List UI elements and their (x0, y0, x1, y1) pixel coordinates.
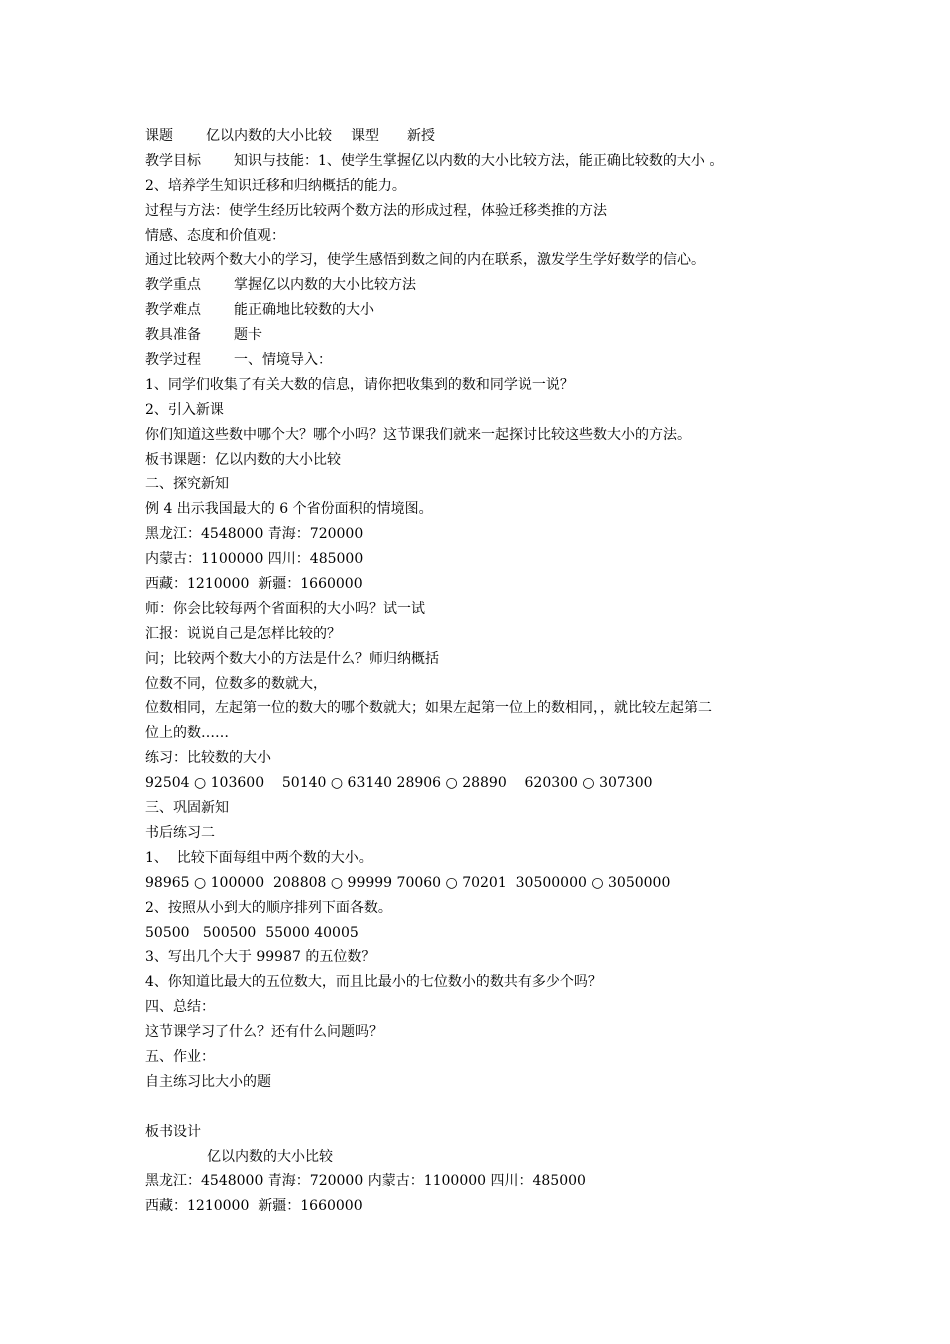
board-line-2: 西藏：1210000 新疆：1660000 (145, 1198, 363, 1215)
process-line: 练习：比较数的大小 (145, 750, 271, 767)
difficulty-value: 能正确地比较数的大小 (234, 302, 374, 319)
process-line: 92504 ○ 103600 50140 ○ 63140 28906 ○ 28890 620300 ○ 307300 (145, 775, 653, 792)
goals-process: 过程与方法：使学生经历比较两个数方法的形成过程，体验迁移类推的方法 (145, 202, 607, 219)
topic-row (145, 124, 825, 149)
process-line: 汇报：说说自己是怎样比较的？ (145, 625, 341, 642)
process-line: 你们知道这些数中哪个大？哪个小吗？这节课我们就来一起探讨比较这些数大小的方法。 (145, 426, 691, 443)
process-line: 这节课学习了什么？还有什么问题吗？ (145, 1024, 383, 1041)
process-line: 位数相同，左起第一位的数大的哪个数就大；如果左起第一位上的数相同，，就比较左起第二 (145, 700, 712, 717)
process-line: 50500 500500 55000 40005 (145, 924, 359, 941)
process-line: 内蒙古：1100000 四川：485000 (145, 551, 364, 568)
process-line: 板书课题：亿以内数的大小比较 (145, 451, 341, 468)
process-line: 五、作业： (145, 1048, 215, 1065)
type-label: 课型 (351, 128, 379, 144)
goals-emotion-label: 情感、态度和价值观： (145, 227, 285, 244)
process-line: 三、巩固新知 (145, 800, 229, 817)
board-label: 板书设计 (145, 1123, 201, 1140)
key-value: 掌握亿以内数的大小比较方法 (234, 277, 416, 294)
process-line: 1、同学们收集了有关大数的信息，请你把收集到的数和同学说一说？ (145, 376, 574, 393)
key-row (145, 273, 825, 298)
process-line: 例 4 出示我国最大的 6 个省份面积的情境图。 (145, 501, 433, 518)
board-title-row (145, 1145, 825, 1170)
topic-value: 亿以内数的大小比较 (206, 128, 332, 144)
difficulty-label: 教学难点 (145, 302, 201, 319)
process-line: 问；比较两个数大小的方法是什么？师归纳概括 (145, 650, 439, 667)
document-body (145, 124, 825, 1219)
type-value: 新授 (407, 128, 435, 144)
process-line: 黑龙江：4548000 青海：720000 (145, 526, 364, 543)
process-line: 1、 比较下面每组中两个数的大小。 (145, 849, 373, 866)
goals-knowledge-2: 2、培养学生知识迁移和归纳概括的能力。 (145, 177, 406, 194)
process-line: 四、总结： (145, 999, 215, 1016)
process-line: 位上的数…… (145, 725, 229, 742)
process-line: 西藏：1210000 新疆：1660000 (145, 576, 363, 593)
topic-label: 课题 (145, 128, 173, 144)
process-intro: 一、情境导入： (234, 352, 332, 369)
tools-label: 教具准备 (145, 327, 201, 344)
difficulty-row (145, 298, 825, 323)
process-row (145, 348, 825, 373)
key-label: 教学重点 (145, 277, 201, 294)
tools-row (145, 323, 825, 348)
process-label: 教学过程 (145, 352, 201, 369)
process-line: 自主练习比大小的题 (145, 1073, 271, 1090)
process-line: 书后练习二 (145, 824, 215, 841)
process-line: 3、写出几个大于 99987 的五位数？ (145, 949, 376, 966)
tools-value: 题卡 (234, 327, 262, 344)
goals-knowledge: 知识与技能：1、使学生掌握亿以内数的大小比较方法，能正确比较数的大小 。 (234, 152, 724, 169)
process-line: 98965 ○ 100000 208808 ○ 99999 70060 ○ 70201 30500000 ○ 3050000 (145, 874, 671, 891)
process-line: 二、探究新知 (145, 476, 229, 493)
blank-line (145, 1095, 825, 1120)
goals-label: 教学目标 (145, 152, 201, 169)
process-line: 4、你知道比最大的五位数大，而且比最小的七位数小的数共有多少个吗？ (145, 974, 602, 991)
board-title: 亿以内数的大小比较 (207, 1148, 333, 1165)
process-line: 位数不同，位数多的数就大， (145, 675, 327, 692)
process-line: 2、按照从小到大的顺序排列下面各数。 (145, 899, 392, 916)
process-line: 师：你会比较每两个省面积的大小吗？试一试 (145, 600, 425, 617)
board-line-1: 黑龙江：4548000 青海：720000 内蒙古：1100000 四川：485000 (145, 1173, 586, 1190)
goals-row (145, 149, 825, 174)
goals-emotion: 通过比较两个数大小的学习，使学生感悟到数之间的内在联系，激发学生学好数学的信心。 (145, 252, 705, 269)
process-line: 2、引入新课 (145, 401, 224, 418)
